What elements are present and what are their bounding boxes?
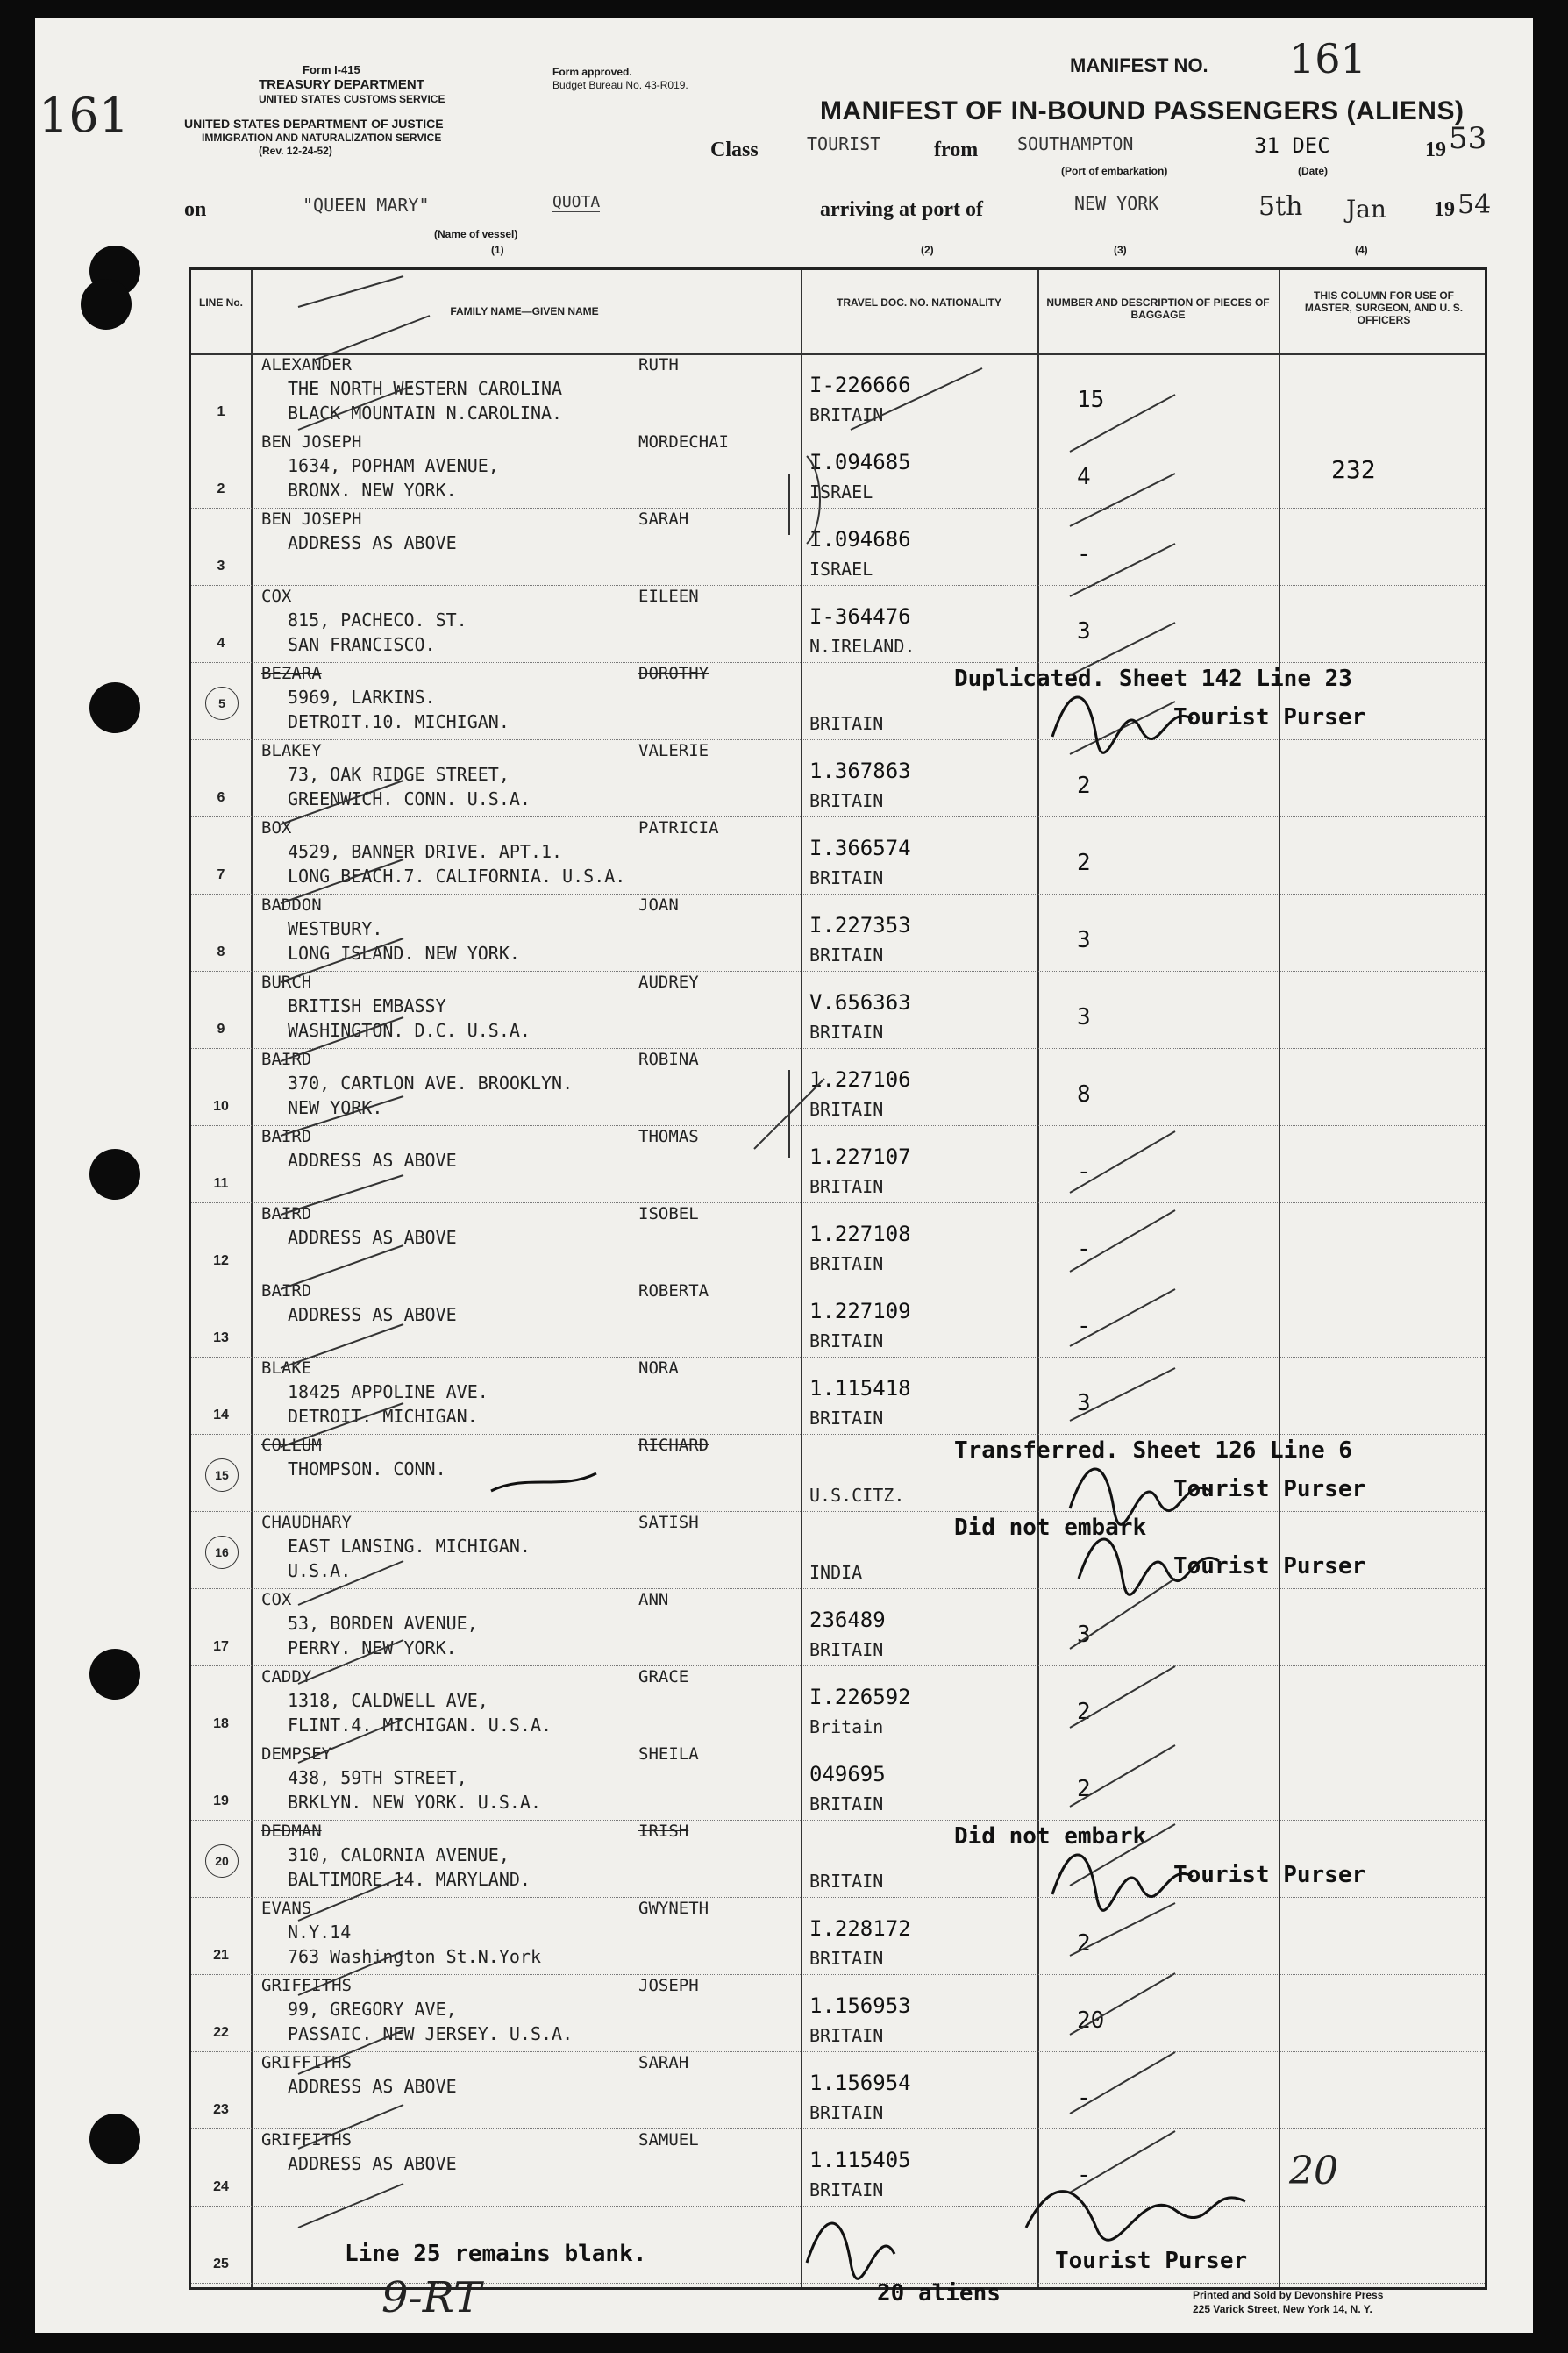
embark-port: SOUTHAMPTON bbox=[1017, 133, 1134, 154]
manifest-sheet bbox=[35, 18, 1533, 2333]
nationality: ISRAEL bbox=[809, 481, 873, 503]
travel-doc-number: I.094686 bbox=[809, 527, 911, 552]
address-line-1: ADDRESS AS ABOVE bbox=[288, 2076, 457, 2097]
travel-doc-number: I-364476 bbox=[809, 604, 911, 629]
address-line-2: 763 Washington St.N.York bbox=[288, 1946, 541, 1967]
baggage-count: - bbox=[1077, 1159, 1091, 1185]
purser-note: Line 25 remains blank. bbox=[345, 2241, 647, 2267]
line-number: 13 bbox=[213, 1330, 229, 1345]
address-line-1: 99, GREGORY AVE, bbox=[288, 1999, 457, 2020]
purser-signature-label: Tourist Purser bbox=[1173, 1476, 1366, 1502]
given-name: SAMUEL bbox=[638, 2130, 699, 2150]
given-name: JOSEPH bbox=[638, 1976, 699, 1995]
port-embarkation-label: (Port of embarkation) bbox=[1061, 165, 1168, 177]
given-name: SARAH bbox=[638, 2053, 689, 2072]
nationality: BRITAIN bbox=[809, 1408, 884, 1429]
purser-signature-label: Tourist Purser bbox=[1173, 1553, 1366, 1579]
address-line-2: U.S.A. bbox=[288, 1560, 352, 1581]
address-line-1: THE NORTH WESTERN CAROLINA bbox=[288, 378, 563, 399]
purser-signature-label: Tourist Purser bbox=[1173, 1862, 1366, 1888]
on-label: on bbox=[184, 198, 207, 221]
family-name: CHAUDHARY bbox=[261, 1513, 352, 1532]
line-number: 20 bbox=[205, 1844, 239, 1878]
address-line-2: LONG ISLAND. NEW YORK. bbox=[288, 943, 520, 964]
travel-doc-number: 1.227106 bbox=[809, 1067, 911, 1092]
travel-doc-number: I.366574 bbox=[809, 836, 911, 860]
family-name: BURCH bbox=[261, 973, 312, 992]
given-name: PATRICIA bbox=[638, 818, 719, 838]
address-line-1: ADDRESS AS ABOVE bbox=[288, 2153, 457, 2174]
address-line-1: 438, 59TH STREET, bbox=[288, 1767, 467, 1788]
col3-label: (3) bbox=[1114, 244, 1127, 256]
given-name: ANN bbox=[638, 1590, 669, 1609]
purser-note: Transferred. Sheet 126 Line 6 bbox=[954, 1437, 1352, 1464]
nationality: BRITAIN bbox=[809, 2102, 884, 2123]
address-line-1: 18425 APPOLINE AVE. bbox=[288, 1381, 488, 1402]
address-line-1: N.Y.14 bbox=[288, 1922, 352, 1943]
given-name: AUDREY bbox=[638, 973, 699, 992]
address-line-1: 5969, LARKINS. bbox=[288, 687, 436, 708]
nationality: N.IRELAND. bbox=[809, 636, 916, 657]
margin-mark: 161 bbox=[39, 88, 130, 143]
line-number: 22 bbox=[213, 2025, 229, 2040]
address-line-1: 4529, BANNER DRIVE. APT.1. bbox=[288, 841, 563, 862]
given-name: NORA bbox=[638, 1358, 679, 1378]
given-name: MORDECHAI bbox=[638, 432, 729, 452]
baggage-count: 4 bbox=[1077, 464, 1091, 490]
given-name: EILEEN bbox=[638, 587, 699, 606]
travel-doc-number: I.228172 bbox=[809, 1916, 911, 1941]
col4-label: (4) bbox=[1355, 244, 1368, 256]
address-line-1: BRITISH EMBASSY bbox=[288, 995, 446, 1016]
address-line-2: SAN FRANCISCO. bbox=[288, 634, 436, 655]
family-name: COX bbox=[261, 587, 292, 606]
vessel-label: (Name of vessel) bbox=[434, 228, 518, 240]
purser-note: Duplicated. Sheet 142 Line 23 bbox=[954, 666, 1352, 692]
line-number: 5 bbox=[205, 687, 239, 720]
family-name: BAIRD bbox=[261, 1204, 312, 1223]
travel-doc-number: 1.156953 bbox=[809, 1993, 911, 2018]
baggage-count: 3 bbox=[1077, 618, 1091, 645]
given-name: DOROTHY bbox=[638, 664, 709, 683]
printer-line-1: Printed and Sold by Devonshire Press bbox=[1193, 2289, 1384, 2301]
nationality: BRITAIN bbox=[809, 1330, 884, 1351]
baggage-count: 2 bbox=[1077, 1776, 1091, 1802]
rev-label: (Rev. 12-24-52) bbox=[259, 145, 332, 157]
line-number: 2 bbox=[217, 481, 225, 496]
purser-note: Did not embark bbox=[954, 1515, 1147, 1541]
travel-doc-number: I.227353 bbox=[809, 913, 911, 938]
given-name: GWYNETH bbox=[638, 1899, 709, 1918]
given-name: SATISH bbox=[638, 1513, 699, 1532]
year1-prefix: 19 bbox=[1425, 139, 1446, 161]
nationality: BRITAIN bbox=[809, 1253, 884, 1274]
travel-doc-number: 049695 bbox=[809, 1762, 886, 1786]
nationality: BRITAIN bbox=[809, 945, 884, 966]
col-name: FAMILY NAME—GIVEN NAME bbox=[450, 305, 599, 317]
line-number: 17 bbox=[213, 1639, 229, 1654]
line-number: 3 bbox=[217, 559, 225, 574]
col-officers: THIS COLUMN FOR USE OF MASTER, SURGEON, AND U. S. OFFICERS bbox=[1304, 289, 1464, 326]
nationality: BRITAIN bbox=[809, 1176, 884, 1197]
year1-value: 53 bbox=[1449, 121, 1487, 156]
address-line-2: FLINT.4. MICHIGAN. U.S.A. bbox=[288, 1715, 552, 1736]
line-number: 19 bbox=[213, 1793, 229, 1808]
ins-label: IMMIGRATION AND NATURALIZATION SERVICE bbox=[202, 132, 442, 144]
doj-label: UNITED STATES DEPARTMENT OF JUSTICE bbox=[184, 117, 444, 131]
address-line-2: WASHINGTON. D.C. U.S.A. bbox=[288, 1020, 531, 1041]
treasury-dept: TREASURY DEPARTMENT bbox=[259, 77, 424, 92]
given-name: THOMAS bbox=[638, 1127, 699, 1146]
line-number: 14 bbox=[213, 1408, 229, 1422]
line-number: 7 bbox=[217, 867, 225, 882]
baggage-count: 3 bbox=[1077, 927, 1091, 953]
nationality: BRITAIN bbox=[809, 2179, 884, 2200]
address-line-1: 53, BORDEN AVENUE, bbox=[288, 1613, 478, 1634]
address-line-1: 73, OAK RIDGE STREET, bbox=[288, 764, 510, 785]
address-line-1: ADDRESS AS ABOVE bbox=[288, 1304, 457, 1325]
col-line-no: LINE No. bbox=[199, 296, 243, 309]
travel-doc-number: I.094685 bbox=[809, 450, 911, 474]
family-name: COLLUM bbox=[261, 1436, 322, 1455]
class-value: TOURIST bbox=[807, 133, 881, 154]
family-name: BEZARA bbox=[261, 664, 322, 683]
address-line-1: THOMPSON. CONN. bbox=[288, 1458, 446, 1480]
address-line-1: ADDRESS AS ABOVE bbox=[288, 1150, 457, 1171]
nationality: U.S.CITZ. bbox=[809, 1485, 905, 1506]
given-name: SHEILA bbox=[638, 1744, 699, 1764]
nationality: BRITAIN bbox=[809, 1639, 884, 1660]
given-name: IRISH bbox=[638, 1822, 689, 1841]
family-name: CADDY bbox=[261, 1667, 312, 1686]
handwriting-overlay bbox=[35, 18, 1533, 2333]
address-line-1: 815, PACHECO. ST. bbox=[288, 610, 467, 631]
family-name: BADDON bbox=[261, 895, 322, 915]
given-name: GRACE bbox=[638, 1667, 689, 1686]
address-line-1: WESTBURY. bbox=[288, 918, 383, 939]
address-line-2: DETROIT.10. MICHIGAN. bbox=[288, 711, 510, 732]
nationality: BRITAIN bbox=[809, 1793, 884, 1815]
address-line-2: DETROIT. MICHIGAN. bbox=[288, 1406, 478, 1427]
baggage-count: - bbox=[1077, 1313, 1091, 1339]
nationality: INDIA bbox=[809, 1562, 863, 1583]
travel-doc-number: 1.227107 bbox=[809, 1144, 911, 1169]
nationality: BRITAIN bbox=[809, 790, 884, 811]
line-number: 8 bbox=[217, 945, 225, 959]
arrival-port: NEW YORK bbox=[1074, 193, 1159, 214]
family-name: BLAKE bbox=[261, 1358, 312, 1378]
address-line-1: EAST LANSING. MICHIGAN. bbox=[288, 1536, 531, 1557]
address-line-1: 1318, CALDWELL AVE, bbox=[288, 1690, 488, 1711]
nationality: BRITAIN bbox=[809, 404, 884, 425]
aliens-count: 20 aliens bbox=[877, 2280, 1001, 2307]
baggage-count: - bbox=[1077, 2162, 1091, 2188]
nationality: BRITAIN bbox=[809, 1022, 884, 1043]
address-line-2: BALTIMORE.14. MARYLAND. bbox=[288, 1869, 531, 1890]
arriving-label: arriving at port of bbox=[820, 198, 983, 221]
address-line-2: GREENWICH. CONN. U.S.A. bbox=[288, 788, 531, 809]
address-line-2: BRONX. NEW YORK. bbox=[288, 480, 457, 501]
address-line-1: 1634, POPHAM AVENUE, bbox=[288, 455, 499, 476]
baggage-count: - bbox=[1077, 541, 1091, 567]
travel-doc-number: I-226666 bbox=[809, 373, 911, 397]
class-label: Class bbox=[710, 139, 759, 161]
given-name: ROBERTA bbox=[638, 1281, 709, 1301]
family-name: BEN JOSEPH bbox=[261, 510, 362, 529]
embark-date: 31 DEC bbox=[1254, 133, 1330, 158]
family-name: BOX bbox=[261, 818, 292, 838]
manifest-no-label: MANIFEST NO. bbox=[1070, 54, 1208, 76]
date-label: (Date) bbox=[1298, 165, 1329, 177]
address-line-2: BLACK MOUNTAIN N.CAROLINA. bbox=[288, 403, 563, 424]
line-number: 25 bbox=[213, 2257, 229, 2271]
given-name: ISOBEL bbox=[638, 1204, 699, 1223]
page-title: MANIFEST OF IN-BOUND PASSENGERS (ALIENS) bbox=[820, 96, 1465, 125]
family-name: DEDMAN bbox=[261, 1822, 322, 1841]
family-name: DEMPSEY bbox=[261, 1744, 332, 1764]
address-line-1: 310, CALORNIA AVENUE, bbox=[288, 1844, 510, 1865]
form-number: Form I-415 bbox=[303, 63, 360, 76]
arrival-month: Jan bbox=[1346, 195, 1386, 224]
line-number: 9 bbox=[217, 1022, 225, 1037]
address-line-2: PERRY. NEW YORK. bbox=[288, 1637, 457, 1658]
form-approved: Form approved. bbox=[552, 66, 632, 78]
line-number: 16 bbox=[205, 1536, 239, 1569]
address-line-2: PASSAIC. NEW JERSEY. U.S.A. bbox=[288, 2023, 574, 2044]
nationality: BRITAIN bbox=[809, 713, 884, 734]
travel-doc-number: 236489 bbox=[809, 1608, 886, 1632]
manifest-no-value: 161 bbox=[1289, 35, 1366, 82]
baggage-count: 8 bbox=[1077, 1081, 1091, 1108]
given-name: RUTH bbox=[638, 355, 679, 374]
col-baggage: NUMBER AND DESCRIPTION OF PIECES OF BAGGAGE bbox=[1046, 296, 1270, 321]
family-name: COX bbox=[261, 1590, 292, 1609]
printer-line-2: 225 Varick Street, New York 14, N. Y. bbox=[1193, 2303, 1372, 2315]
line-number: 12 bbox=[213, 1253, 229, 1268]
purser-signature-label: Tourist Purser bbox=[1055, 2248, 1248, 2274]
handwritten-footnote: 9-RT bbox=[381, 2273, 482, 2322]
line-number: 6 bbox=[217, 790, 225, 805]
given-name: JOAN bbox=[638, 895, 679, 915]
baggage-count: 2 bbox=[1077, 1930, 1091, 1957]
baggage-count: 15 bbox=[1077, 387, 1105, 413]
travel-doc-number: 1.227109 bbox=[809, 1299, 911, 1323]
col1-label: (1) bbox=[491, 244, 504, 256]
line-number: 24 bbox=[213, 2179, 229, 2194]
travel-doc-number: 1.115405 bbox=[809, 2148, 911, 2172]
baggage-count: 3 bbox=[1077, 1390, 1091, 1416]
address-line-1: ADDRESS AS ABOVE bbox=[288, 532, 457, 553]
line-number: 23 bbox=[213, 2102, 229, 2117]
nationality: Britain bbox=[809, 1716, 884, 1737]
baggage-count: 3 bbox=[1077, 1004, 1091, 1030]
travel-doc-number: 1.115418 bbox=[809, 1376, 911, 1401]
line-number: 21 bbox=[213, 1948, 229, 1963]
nationality: BRITAIN bbox=[809, 1948, 884, 1969]
travel-doc-number: 1.367863 bbox=[809, 759, 911, 783]
col2-label: (2) bbox=[921, 244, 934, 256]
family-name: BAIRD bbox=[261, 1127, 312, 1146]
family-name: BAIRD bbox=[261, 1281, 312, 1301]
baggage-count: 3 bbox=[1077, 1622, 1091, 1648]
family-name: GRIFFITHS bbox=[261, 2053, 352, 2072]
family-name: BLAKEY bbox=[261, 741, 322, 760]
address-line-1: 370, CARTLON AVE. BROOKLYN. bbox=[288, 1073, 574, 1094]
arrival-day: 5th bbox=[1258, 191, 1303, 222]
nationality: BRITAIN bbox=[809, 1871, 884, 1892]
family-name: BAIRD bbox=[261, 1050, 312, 1069]
year2-value: 54 bbox=[1458, 189, 1492, 220]
given-name: ROBINA bbox=[638, 1050, 699, 1069]
line-number: 11 bbox=[213, 1176, 229, 1191]
baggage-count: - bbox=[1077, 1236, 1091, 1262]
nationality: BRITAIN bbox=[809, 2025, 884, 2046]
family-name: GRIFFITHS bbox=[261, 2130, 352, 2150]
quota-label: QUOTA bbox=[552, 193, 601, 211]
baggage-count: 2 bbox=[1077, 773, 1091, 799]
nationality: BRITAIN bbox=[809, 867, 884, 888]
line-number: 15 bbox=[205, 1458, 239, 1492]
customs-service: UNITED STATES CUSTOMS SERVICE bbox=[259, 93, 445, 105]
given-name: SARAH bbox=[638, 510, 689, 529]
nationality: BRITAIN bbox=[809, 1099, 884, 1120]
family-name: GRIFFITHS bbox=[261, 1976, 352, 1995]
year2-prefix: 19 bbox=[1434, 198, 1455, 221]
vessel-name: "QUEEN MARY" bbox=[303, 195, 430, 216]
travel-doc-number: 1.156954 bbox=[809, 2071, 911, 2095]
line-number: 1 bbox=[217, 404, 225, 419]
nationality: ISRAEL bbox=[809, 559, 873, 580]
line-number: 10 bbox=[213, 1099, 229, 1114]
baggage-count: 2 bbox=[1077, 1699, 1091, 1725]
col-travel-doc: TRAVEL DOC. NO. NATIONALITY bbox=[837, 296, 1001, 309]
address-line-2: BRKLYN. NEW YORK. U.S.A. bbox=[288, 1792, 541, 1813]
family-name: BEN JOSEPH bbox=[261, 432, 362, 452]
purser-note: Did not embark bbox=[954, 1823, 1147, 1850]
line-number: 18 bbox=[213, 1716, 229, 1731]
officer-note: 232 bbox=[1331, 455, 1376, 484]
address-line-2: NEW YORK. bbox=[288, 1097, 383, 1118]
baggage-count: - bbox=[1077, 2085, 1091, 2111]
from-label: from bbox=[934, 139, 979, 161]
line-number: 4 bbox=[217, 636, 225, 651]
address-line-1: ADDRESS AS ABOVE bbox=[288, 1227, 457, 1248]
family-name: ALEXANDER bbox=[261, 355, 352, 374]
given-name: VALERIE bbox=[638, 741, 709, 760]
baggage-count: 20 bbox=[1077, 2007, 1105, 2034]
travel-doc-number: V.656363 bbox=[809, 990, 911, 1015]
travel-doc-number: 1.227108 bbox=[809, 1222, 911, 1246]
handwritten-number: 20 bbox=[1289, 2149, 1338, 2193]
travel-doc-number: I.226592 bbox=[809, 1685, 911, 1709]
baggage-count: 2 bbox=[1077, 850, 1091, 876]
given-name: RICHARD bbox=[638, 1436, 709, 1455]
budget-bureau: Budget Bureau No. 43-R019. bbox=[552, 79, 688, 91]
family-name: EVANS bbox=[261, 1899, 312, 1918]
purser-signature-label: Tourist Purser bbox=[1173, 704, 1366, 731]
address-line-2: LONG BEACH.7. CALIFORNIA. U.S.A. bbox=[288, 866, 626, 887]
